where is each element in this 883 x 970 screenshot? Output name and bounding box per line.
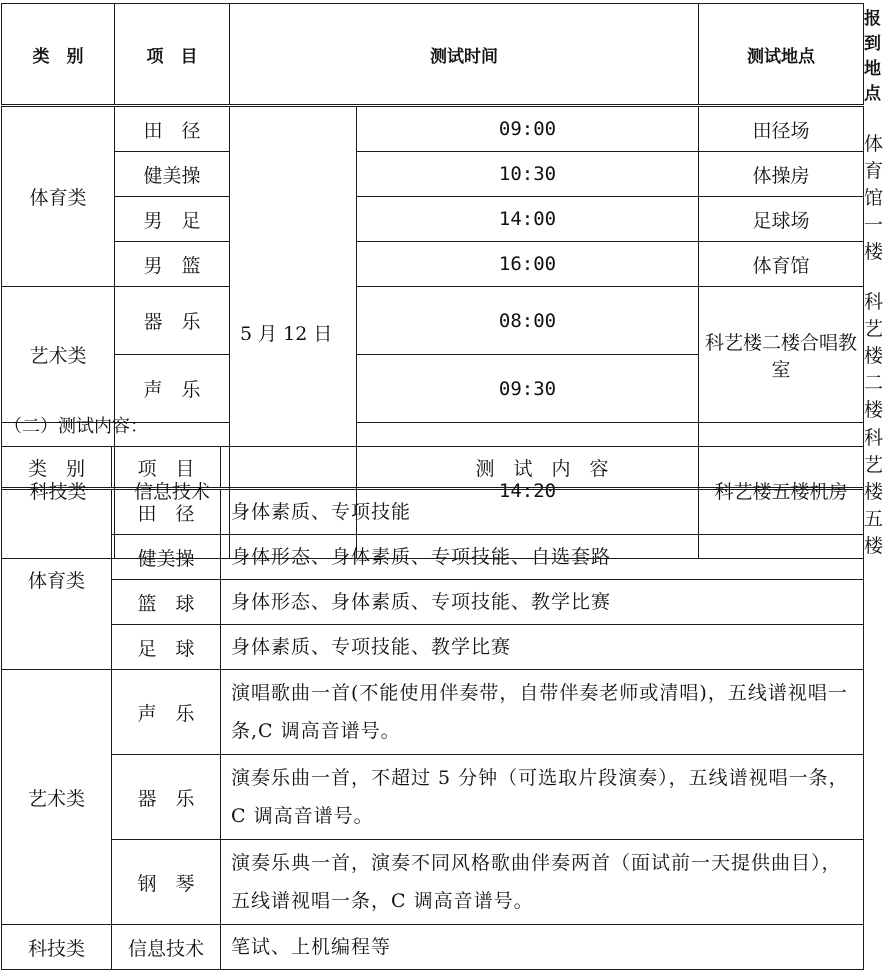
item-cell: 男 足 — [115, 197, 230, 242]
time-cell: 10:30 — [357, 152, 699, 197]
category-sports: 体育类 — [2, 106, 115, 287]
time-cell: 14:20 — [357, 423, 699, 559]
table-row — [2, 755, 864, 840]
table-row — [2, 535, 864, 580]
item-cell: 篮 球 — [112, 580, 221, 625]
time-cell: 14:00 — [357, 197, 699, 242]
table-row — [2, 489, 864, 535]
time-cell: 09:00 — [357, 106, 699, 152]
content-table — [1, 446, 864, 970]
category-arts: 艺术类 — [2, 670, 112, 925]
header-item: 项 目 — [112, 447, 221, 489]
place-cell: 体操房 — [699, 152, 864, 197]
schedule-header-row: 类 别 项 目 测试时间 测试地点 报到地点 — [2, 4, 864, 106]
content-cell: 演奏乐典一首，演奏不同风格歌曲伴奏两首（面试前一天提供曲目），五线谱视唱一条，C 调高音谱号。 — [221, 840, 864, 925]
place-cell: 体育馆 — [699, 242, 864, 287]
place-cell: 科艺楼二楼合唱教室 — [699, 287, 864, 423]
item-cell: 男 篮 — [115, 242, 230, 287]
content-cell: 演奏乐曲一首，不超过 5 分钟（可选取片段演奏），五线谱视唱一条，C 调高音谱号。 — [221, 755, 864, 840]
category-arts: 艺术类 — [2, 287, 115, 423]
content-cell: 身体素质、专项技能、教学比赛 — [221, 625, 864, 670]
content-header-row — [2, 447, 864, 489]
item-cell: 声 乐 — [112, 670, 221, 755]
item-cell: 田 径 — [115, 106, 230, 152]
table-row — [2, 840, 864, 925]
content-cell: 身体形态、身体素质、专项技能、自选套路 — [221, 535, 864, 580]
category-sports: 体育类 — [2, 489, 112, 670]
table-row: 科技类 信息技术 14:20 科艺楼五楼机房 科艺楼五楼 — [2, 423, 864, 559]
time-cell: 16:00 — [357, 242, 699, 287]
table-row: 体育类 田 径 5 月 12 日 09:00 田径场 体育馆一楼 — [2, 106, 864, 152]
place-cell: 田径场 — [699, 106, 864, 152]
item-cell: 器 乐 — [115, 287, 230, 355]
content-cell: 身体形态、身体素质、专项技能、教学比赛 — [221, 580, 864, 625]
header-content: 测 试 内 容 — [221, 447, 864, 489]
category-tech: 科技类 — [2, 925, 112, 970]
table-row — [2, 242, 864, 287]
header-category: 类 别 — [2, 4, 115, 106]
item-cell: 田 径 — [112, 489, 221, 535]
item-cell: 钢 琴 — [112, 840, 221, 925]
table-row — [2, 152, 864, 197]
item-cell: 健美操 — [115, 152, 230, 197]
header-category: 类 别 — [2, 447, 112, 489]
header-time: 测试时间 — [230, 4, 699, 106]
table-row — [2, 625, 864, 670]
item-cell: 声 乐 — [115, 355, 230, 423]
content-cell: 笔试、上机编程等 — [221, 925, 864, 970]
item-cell: 信息技术 — [112, 925, 221, 970]
item-cell: 器 乐 — [112, 755, 221, 840]
table-row — [2, 580, 864, 625]
header-place: 测试地点 — [699, 4, 864, 106]
time-cell: 09:30 — [357, 355, 699, 423]
item-cell: 足 球 — [112, 625, 221, 670]
table-row — [2, 925, 864, 970]
item-cell: 信息技术 — [115, 423, 230, 559]
section-title: （二）测试内容： — [4, 416, 148, 437]
time-cell: 08:00 — [357, 287, 699, 355]
header-item: 项 目 — [115, 4, 230, 106]
content-cell: 身体素质、专项技能 — [221, 489, 864, 535]
table-row: 艺术类 器 乐 08:00 科艺楼二楼合唱教室 科艺楼二楼 — [2, 287, 864, 355]
table-row — [2, 197, 864, 242]
place-cell: 科艺楼五楼机房 — [699, 423, 864, 559]
item-cell: 健美操 — [112, 535, 221, 580]
place-cell: 足球场 — [699, 197, 864, 242]
table-row — [2, 670, 864, 755]
test-date: 5 月 12 日 — [230, 106, 357, 559]
content-cell: 演唱歌曲一首(不能使用伴奏带，自带伴奏老师或清唱)，五线谱视唱一条,C 调高音谱号。 — [221, 670, 864, 755]
category-tech: 科技类 — [2, 423, 115, 559]
